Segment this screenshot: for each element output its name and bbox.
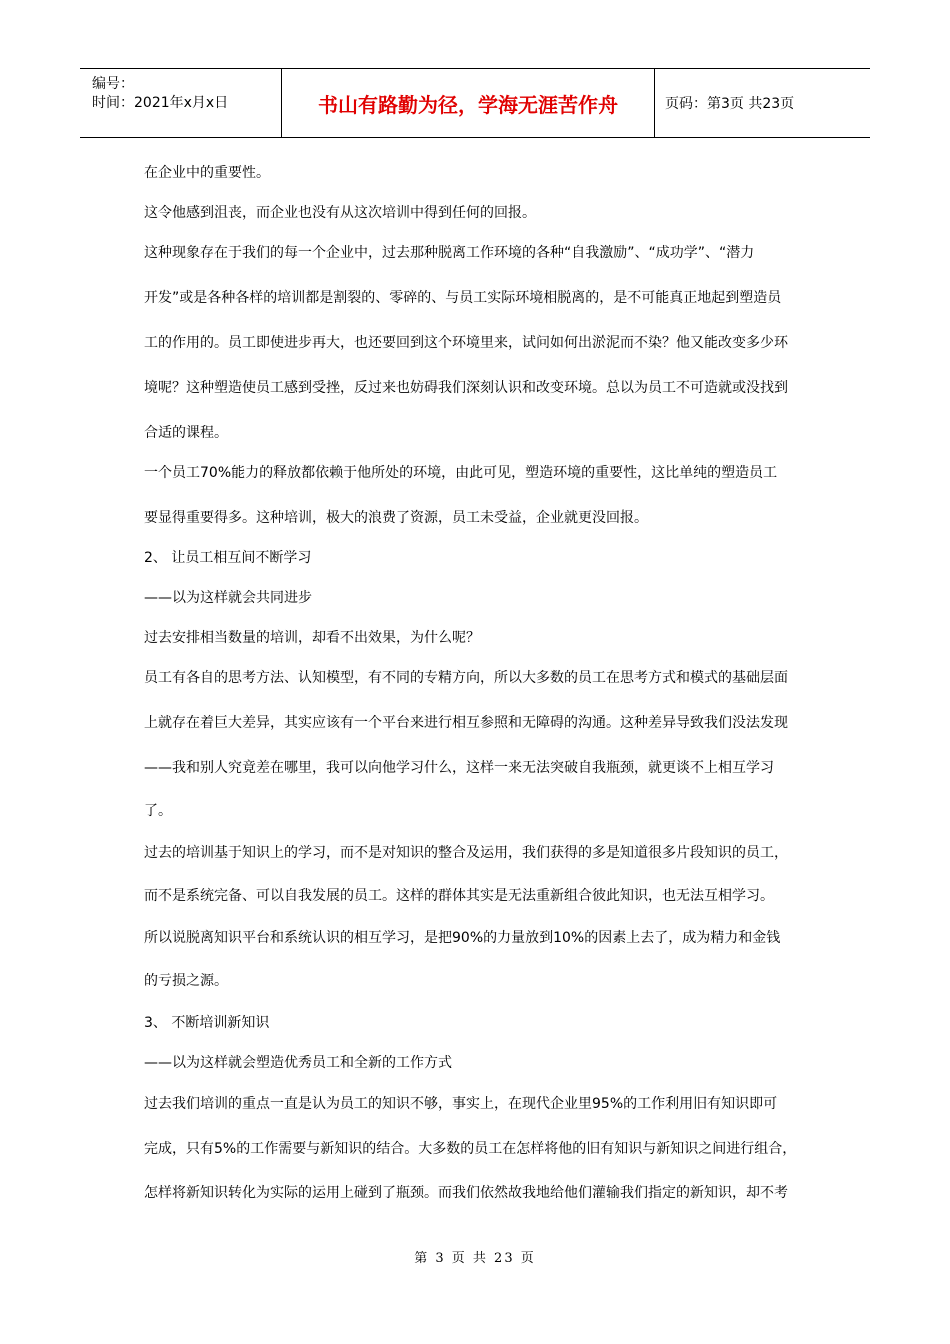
header-meta-cell [80,69,282,137]
body-line: 在企业中的重要性。 [144,165,270,181]
body-line: 合适的课程。 [144,425,228,441]
body-line: ——我和别人究竟差在哪里，我可以向他学习什么，这样一来无法突破自我瓶颈，就更谈不上相互学习 [144,760,774,776]
header-page-info: 页码：第3页 共23页 [665,96,795,112]
page-footer: 第 3 页 共 23 页 [414,1251,536,1266]
body-line: 上就存在着巨大差异，其实应该有一个平台来进行相互参照和无障碍的沟通。这种差异导致我们没法发现 [144,715,788,731]
body-line: 员工有各自的思考方法、认知模型，有不同的专精方向，所以大多数的员工在思考方式和模式的基础层面 [144,670,788,686]
body-line: 过去安排相当数量的培训，却看不出效果，为什么呢？ [144,630,480,646]
body-line: 过去我们培训的重点一直是认为员工的知识不够，事实上，在现代企业里95%的工作利用旧有知识即可 [144,1096,778,1112]
body-line: 这令他感到沮丧，而企业也没有从这次培训中得到任何的回报。 [144,205,536,221]
header-motto: 书山有路勤为径，学海无涯苦作舟 [282,69,655,137]
document-number-label: 编号： [92,76,134,92]
body-line: 的亏损之源。 [144,973,228,989]
body-line: 要显得重要得多。这种培训，极大的浪费了资源，员工未受益，企业就更没回报。 [144,510,648,526]
body-line: 过去的培训基于知识上的学习，而不是对知识的整合及运用，我们获得的多是知道很多片段知识的员工， [144,845,788,861]
body-line: 而不是系统完备、可以自我发展的员工。这样的群体其实是无法重新组合彼此知识，也无法互相学习。 [144,888,774,904]
body-line: 开发”或是各种各样的培训都是割裂的、零碎的、与员工实际环境相脱离的，是不可能真正地起到塑造员 [144,290,782,306]
document-date-label: 时间：2021年x月x日 [92,95,229,111]
body-line: 怎样将新知识转化为实际的运用上碰到了瓶颈。而我们依然故我地给他们灌输我们指定的新知识，却不考 [144,1185,788,1201]
body-line: ——以为这样就会共同进步 [144,590,312,606]
body-line: 工的作用的。员工即使进步再大，也还要回到这个环境里来，试问如何出淤泥而不染？他又能改变多少环 [144,335,788,351]
body-line: 2、 让员工相互间不断学习 [144,550,312,566]
body-line: 3、 不断培训新知识 [144,1015,270,1031]
body-line: 了。 [144,803,172,819]
body-line: 所以说脱离知识平台和系统认识的相互学习，是把90%的力量放到10%的因素上去了，成为精力和金钱 [144,930,781,946]
body-line: 这种现象存在于我们的每一个企业中，过去那种脱离工作环境的各种“自我激励”、“成功学”、“潜力 [144,245,755,261]
body-line: 一个员工70%能力的释放都依赖于他所处的环境，由此可见，塑造环境的重要性，这比单纯的塑造员工 [144,465,778,481]
body-line: ——以为这样就会塑造优秀员工和全新的工作方式 [144,1055,452,1071]
body-line: 完成，只有5%的工作需要与新知识的结合。大多数的员工在怎样将他的旧有知识与新知识之间进行组合， [144,1141,797,1157]
page-header [80,68,870,138]
body-line: 境呢？这种塑造使员工感到受挫，反过来也妨碍我们深刻认识和改变环境。总以为员工不可造就或没找到 [144,380,788,396]
